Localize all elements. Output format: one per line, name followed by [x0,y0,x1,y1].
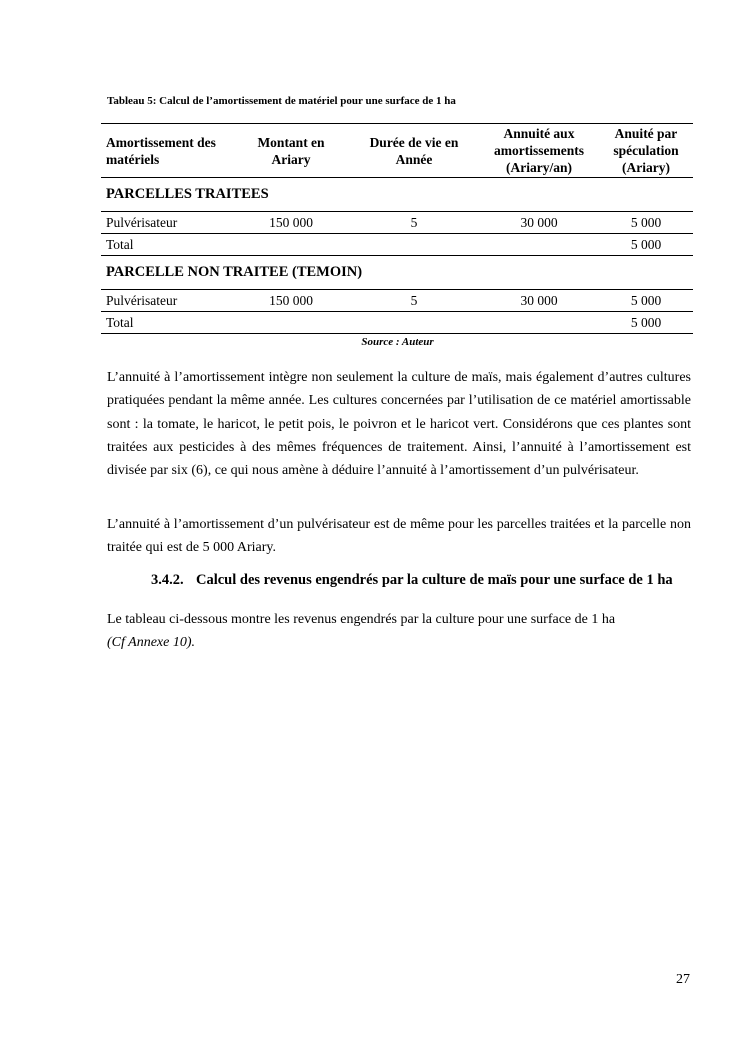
section-title-traitees: PARCELLES TRAITEES [101,178,693,212]
table-cell: 30 000 [479,290,599,312]
paragraph-amortization: L’annuité à l’amortissement intègre non seulement la culture de maïs, mais également d’autres cultures pratiquées pendant la même année. Les cultures concernées par l’utilisation de ce matériel amortissable sont : la tomate, le haricot, le petit pois, le poivron et le haricot vert. Considérons que ces plantes sont traitées aux pesticides à des mêmes fréquences de traitement. Ainsi, l’annuité à l’amortissement est divisée par six (6), ce qui nous amène à déduire l’annuité à l’amortissement d’un pulvérisateur. [107,370,691,479]
table-cell: 5 000 [599,234,693,256]
table-cell: 150 000 [233,212,349,234]
table-cell: 5 000 [599,312,693,334]
section-row [101,256,693,290]
paragraph-annuity: L’annuité à l’amortissement d’un pulvérisateur est de même pour les parcelles traitées et la parcelle non traitée qui est de 5 000 Ariary. [107,517,691,556]
header-montant: Montant en Ariary [233,124,349,178]
table-cell: 30 000 [479,212,599,234]
table-cell [233,234,349,256]
table-row [101,312,693,334]
amortization-table [101,123,693,334]
table-caption: Tableau 5: Calcul de l’amortissement de matériel pour une surface de 1 ha [107,95,456,107]
header-anuite-speculation: Anuité par spéculation (Ariary) [599,124,693,178]
table-cell: 5 [349,212,479,234]
table-header-row [101,124,693,178]
table-cell [349,234,479,256]
paragraph-revenues-text: Le tableau ci-dessous montre les revenus engendrés par la culture pour une surface de 1 ha [107,612,616,627]
table-cell [479,234,599,256]
table-cell: Total [101,234,233,256]
table-cell: 5 000 [599,212,693,234]
section-row [101,178,693,212]
header-duree: Durée de vie en Année [349,124,479,178]
table-cell: Total [101,312,233,334]
section-heading-title: Calcul des revenus engendrés par la culture de maïs pour une surface de 1 ha [196,572,673,588]
section-heading [151,572,673,589]
table-source: Source : Auteur [361,336,434,348]
table-cell [479,312,599,334]
table-cell: Pulvérisateur [101,290,233,312]
page-number: 27 [676,972,690,987]
section-title-non-traitee: PARCELLE NON TRAITEE (TEMOIN) [101,256,693,290]
table-cell: 150 000 [233,290,349,312]
table-row [101,234,693,256]
section-heading-number: 3.4.2. [151,572,184,588]
table-row [101,290,693,312]
table-cell [349,312,479,334]
header-amortissement: Amortissement des matériels [101,124,233,178]
table-row [101,212,693,234]
table-cell: Pulvérisateur [101,212,233,234]
table-cell: 5 [349,290,479,312]
table-cell [233,312,349,334]
table-cell: 5 000 [599,290,693,312]
annex-reference: (Cf Annexe 10). [107,635,195,651]
header-annuite: Annuité aux amortissements (Ariary/an) [479,124,599,178]
paragraph-revenues [107,608,691,655]
